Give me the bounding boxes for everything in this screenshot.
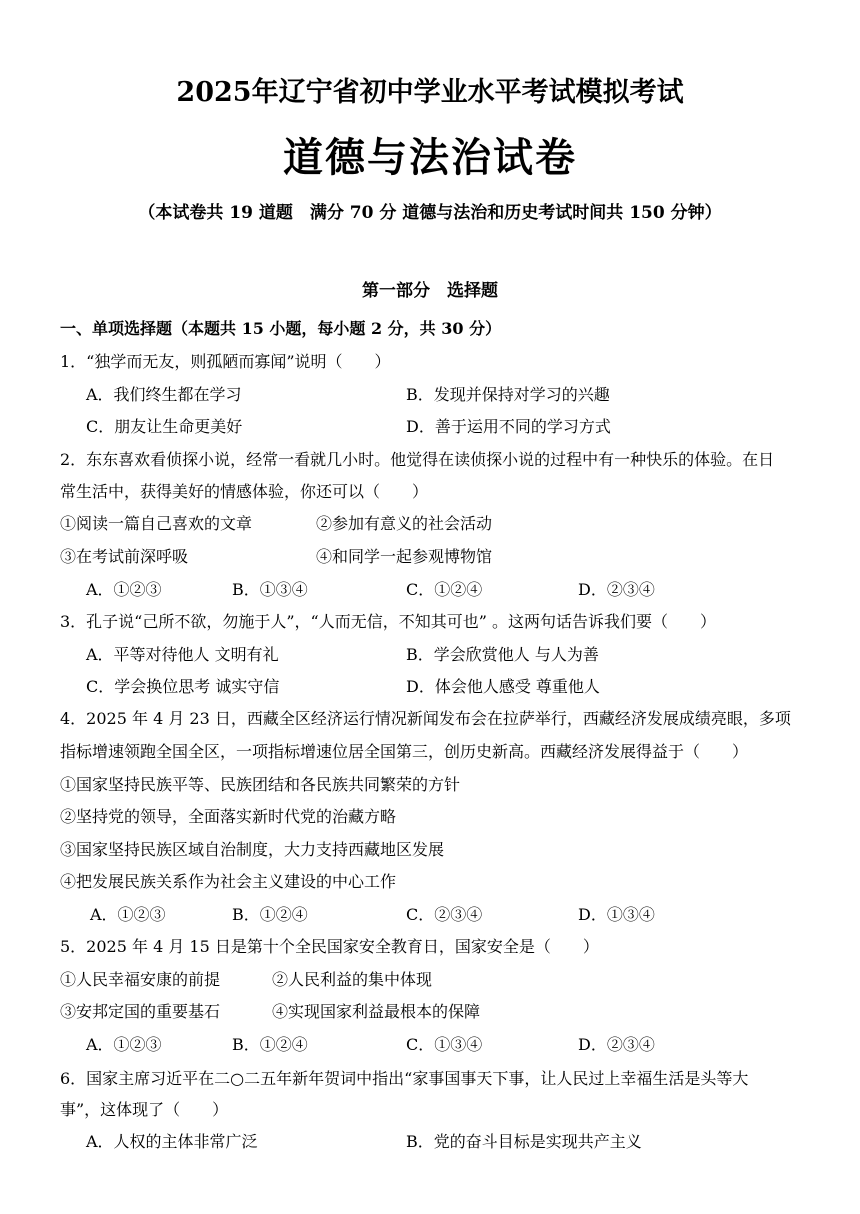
q2-stem-line1: 2．东东喜欢看侦探小说，经常一看就几小时。他觉得在读侦探小说的过程中有一种快乐的体验。在日 [60,450,775,469]
q5-option-d: D．②③④ [578,1035,655,1054]
q1-stem: 1．“独学而无友，则孤陋而寡闻”说明（ ） [60,352,391,371]
q1-option-a: A．我们终生都在学习 [86,385,242,404]
q2-option-c: C．①②④ [406,580,483,599]
q2-statement-4: ④和同学一起参观博物馆 [316,547,493,566]
q4-statement-2: ②坚持党的领导，全面落实新时代党的治藏方略 [60,807,397,826]
exam-title: 2025年辽宁省初中学业水平考试模拟考试 [176,77,684,108]
q5-option-c: C．①③④ [406,1035,483,1054]
q5-option-b: B．①②④ [232,1035,308,1054]
q5-stem: 5．2025 年 4 月 15 日是第十个全民国家安全教育日，国家安全是（ ） [60,937,599,956]
q4-option-a: A．①②③ [90,905,166,924]
q4-stem-line1: 4．2025 年 4 月 23 日，西藏全区经济运行情况新闻发布会在拉萨举行，西藏经济发展成绩亮眼，多项 [60,709,791,728]
q2-statement-3: ③在考试前深呼吸 [60,547,189,566]
q5-statement-4: ④实现国家利益最根本的保障 [272,1002,481,1021]
q6-option-b: B．党的奋斗目标是实现共产主义 [406,1132,642,1151]
q1-option-d: D．善于运用不同的学习方式 [406,417,611,436]
q6-stem-line1: 6．国家主席习近平在二○二五年新年贺词中指出“家事国事天下事，让人民过上幸福生活是头等大 [60,1069,749,1088]
q2-option-b: B．①③④ [232,580,308,599]
q1-option-b: B．发现并保持对学习的兴趣 [406,385,610,404]
q3-option-b: B．学会欣赏他人 与人为善 [406,645,599,664]
q2-stem-line2: 常生活中，获得美好的情感体验，你还可以（ ） [60,482,429,501]
q4-statement-3: ③国家坚持民族区域自治制度，大力支持西藏地区发展 [60,840,445,859]
q5-statement-1: ①人民幸福安康的前提 [60,970,221,989]
q5-statement-2: ②人民利益的集中体现 [272,970,433,989]
q1-option-c: C．朋友让生命更美好 [86,417,243,436]
q5-option-a: A．①②③ [86,1035,162,1054]
q5-statement-3: ③安邦定国的重要基石 [60,1002,221,1021]
part-title: 第一部分 选择题 [362,281,498,301]
exam-note: （本试卷共 19 道题 满分 70 分 道德与法治和历史考试时间共 150 分钟） [138,203,722,223]
q4-option-d: D．①③④ [578,905,655,924]
q6-option-a: A．人权的主体非常广泛 [86,1132,258,1151]
q2-statement-2: ②参加有意义的社会活动 [316,514,493,533]
q4-stem-line2: 指标增速领跑全国全区，一项指标增速位居全国第三，创历史新高。西藏经济发展得益于（ ） [60,742,749,761]
q6-stem-line2: 事”，这体现了（ ） [60,1100,229,1119]
q4-statement-4: ④把发展民族关系作为社会主义建设的中心工作 [60,872,397,891]
q2-option-d: D．②③④ [578,580,655,599]
q3-stem: 3．孔子说“己所不欲，勿施于人”，“人而无信，不知其可也” 。这两句话告诉我们要（ ） [60,612,716,631]
q4-option-c: C．②③④ [406,905,483,924]
q3-option-d: D．体会他人感受 尊重他人 [406,677,600,696]
q3-option-c: C．学会换位思考 诚实守信 [86,677,280,696]
q4-statement-1: ①国家坚持民族平等、民族团结和各民族共同繁荣的方针 [60,775,461,794]
q2-option-a: A．①②③ [86,580,162,599]
exam-subject: 道德与法治试卷 [283,134,577,181]
q4-option-b: B．①②④ [232,905,308,924]
section-heading: 一、单项选择题（本题共 15 小题，每小题 2 分，共 30 分） [60,319,502,338]
q2-statement-1: ①阅读一篇自己喜欢的文章 [60,514,253,533]
q3-option-a: A．平等对待他人 文明有礼 [86,645,279,664]
